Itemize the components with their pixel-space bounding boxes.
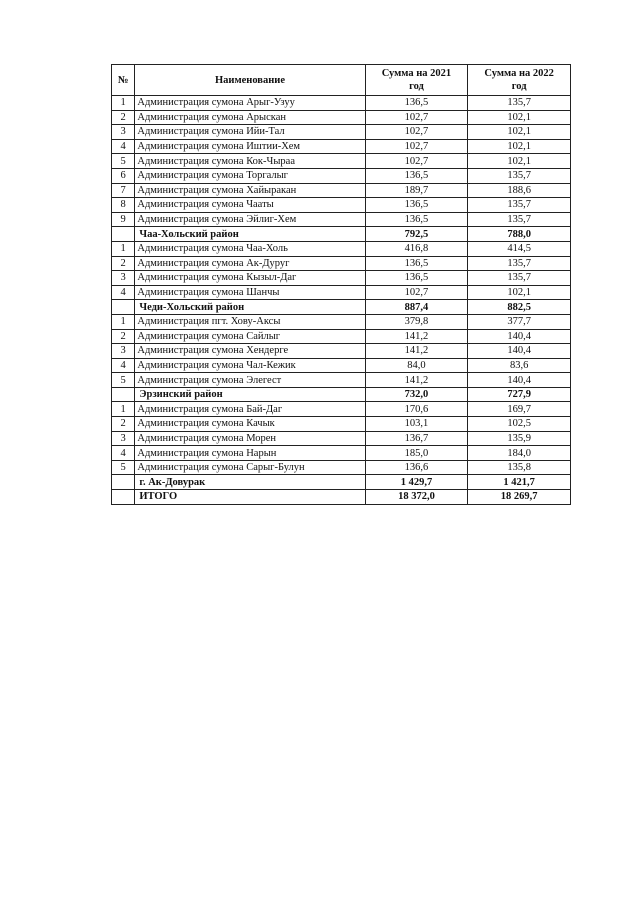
header-num: №: [112, 65, 135, 96]
row-name-cell: Администрация сумона Кок-Чыраа: [135, 154, 365, 169]
row-sum-2021-cell: 136,5: [365, 256, 468, 271]
table-row: [112, 285, 571, 300]
table-body: [112, 96, 571, 505]
row-sum-2021-cell: 102,7: [365, 154, 468, 169]
row-sum-2021-cell: 136,5: [365, 271, 468, 286]
table-row: [112, 241, 571, 256]
row-sum-2022-cell: 140,4: [468, 344, 571, 359]
row-name-cell: Администрация сумона Сарыг-Булун: [135, 460, 365, 475]
row-sum-2021-cell: 887,4: [365, 300, 468, 315]
row-sum-2021-cell: 102,7: [365, 125, 468, 140]
row-num-cell: 5: [112, 460, 135, 475]
row-sum-2022-cell: 140,4: [468, 329, 571, 344]
row-num-cell: 1: [112, 402, 135, 417]
table-row-subtotal: [112, 490, 571, 505]
row-sum-2021-cell: 1 429,7: [365, 475, 468, 490]
row-sum-2022-cell: 135,9: [468, 431, 571, 446]
row-name-cell: Администрация сумона Эйлиг-Хем: [135, 212, 365, 227]
row-sum-2022-cell: 882,5: [468, 300, 571, 315]
row-sum-2021-cell: 141,2: [365, 344, 468, 359]
row-sum-2022-cell: 135,7: [468, 256, 571, 271]
row-sum-2021-cell: 136,5: [365, 96, 468, 111]
header-sum-2022: [468, 65, 571, 96]
row-name-cell: Администрация сумона Кызыл-Даг: [135, 271, 365, 286]
row-name-cell: Администрация сумона Арыг-Узуу: [135, 96, 365, 111]
table-row: [112, 314, 571, 329]
row-sum-2021-cell: 379,8: [365, 314, 468, 329]
row-sum-2022-cell: 83,6: [468, 358, 571, 373]
row-name-cell: Администрация сумона Шанчы: [135, 285, 365, 300]
header-sum-2022-line2: год: [511, 81, 527, 92]
row-name-cell: Администрация сумона Бай-Даг: [135, 402, 365, 417]
table-row: [112, 329, 571, 344]
row-num-cell: 2: [112, 417, 135, 432]
row-sum-2022-cell: 102,1: [468, 285, 571, 300]
table-row: [112, 183, 571, 198]
table-row: [112, 446, 571, 461]
row-sum-2021-cell: 136,5: [365, 198, 468, 213]
row-sum-2021-cell: 102,7: [365, 285, 468, 300]
table-header: [112, 65, 571, 96]
row-sum-2022-cell: 135,7: [468, 168, 571, 183]
row-sum-2021-cell: 136,5: [365, 168, 468, 183]
table-row-subtotal: [112, 227, 571, 242]
row-name-cell: Администрация сумона Морен: [135, 431, 365, 446]
table-row: [112, 358, 571, 373]
row-sum-2022-cell: 188,6: [468, 183, 571, 198]
row-sum-2022-cell: 102,1: [468, 110, 571, 125]
row-sum-2021-cell: 136,7: [365, 431, 468, 446]
row-name-cell: Администрация пгт. Хову-Аксы: [135, 314, 365, 329]
table-row: [112, 460, 571, 475]
row-num-cell: [112, 387, 135, 402]
table-row-subtotal: [112, 387, 571, 402]
row-sum-2021-cell: 18 372,0: [365, 490, 468, 505]
row-name-cell: ИТОГО: [135, 490, 365, 505]
table-row: [112, 373, 571, 388]
table-row: [112, 168, 571, 183]
row-sum-2021-cell: 416,8: [365, 241, 468, 256]
row-sum-2022-cell: 140,4: [468, 373, 571, 388]
row-name-cell: Администрация сумона Элегест: [135, 373, 365, 388]
table-row: [112, 139, 571, 154]
row-num-cell: 7: [112, 183, 135, 198]
row-name-cell: Администрация сумона Нарын: [135, 446, 365, 461]
table-row: [112, 212, 571, 227]
table-row: [112, 154, 571, 169]
row-sum-2021-cell: 189,7: [365, 183, 468, 198]
header-sum-2022-line1: Сумма на 2022: [484, 68, 554, 79]
row-num-cell: [112, 475, 135, 490]
row-sum-2022-cell: 18 269,7: [468, 490, 571, 505]
row-name-cell: Администрация сумона Торгалыг: [135, 168, 365, 183]
table-row: [112, 256, 571, 271]
row-sum-2022-cell: 377,7: [468, 314, 571, 329]
header-sum-2021-line1: Сумма на 2021: [381, 68, 452, 79]
row-name-cell: Администрация сумона Чааты: [135, 198, 365, 213]
table-row: [112, 402, 571, 417]
row-sum-2021-cell: 102,7: [365, 110, 468, 125]
row-sum-2022-cell: 102,1: [468, 154, 571, 169]
row-num-cell: 3: [112, 271, 135, 286]
row-num-cell: 3: [112, 431, 135, 446]
row-name-cell: Чаа-Хольский район: [135, 227, 365, 242]
row-name-cell: Администрация сумона Качык: [135, 417, 365, 432]
row-name-cell: Администрация сумона Сайлыг: [135, 329, 365, 344]
row-sum-2022-cell: 788,0: [468, 227, 571, 242]
row-sum-2022-cell: 169,7: [468, 402, 571, 417]
table-row-subtotal: [112, 475, 571, 490]
row-num-cell: 8: [112, 198, 135, 213]
table-row: [112, 417, 571, 432]
row-name-cell: Чеди-Хольский район: [135, 300, 365, 315]
row-sum-2022-cell: 1 421,7: [468, 475, 571, 490]
row-name-cell: Администрация сумона Чаа-Холь: [135, 241, 365, 256]
row-sum-2022-cell: 135,7: [468, 212, 571, 227]
row-sum-2022-cell: 102,1: [468, 125, 571, 140]
row-name-cell: Администрация сумона Иштии-Хем: [135, 139, 365, 154]
row-num-cell: 4: [112, 446, 135, 461]
header-row: [112, 65, 571, 96]
table-row: [112, 198, 571, 213]
row-name-cell: Эрзинский район: [135, 387, 365, 402]
table-row: [112, 344, 571, 359]
row-num-cell: 2: [112, 256, 135, 271]
row-num-cell: 9: [112, 212, 135, 227]
row-sum-2021-cell: 185,0: [365, 446, 468, 461]
row-sum-2022-cell: 135,7: [468, 198, 571, 213]
row-num-cell: 6: [112, 168, 135, 183]
row-sum-2021-cell: 170,6: [365, 402, 468, 417]
row-sum-2021-cell: 141,2: [365, 373, 468, 388]
table-row: [112, 271, 571, 286]
row-sum-2022-cell: 135,7: [468, 271, 571, 286]
row-sum-2022-cell: 102,5: [468, 417, 571, 432]
row-sum-2021-cell: 136,5: [365, 212, 468, 227]
row-name-cell: Администрация сумона Хайыракан: [135, 183, 365, 198]
row-sum-2021-cell: 141,2: [365, 329, 468, 344]
row-num-cell: [112, 300, 135, 315]
row-num-cell: 1: [112, 314, 135, 329]
row-num-cell: 4: [112, 358, 135, 373]
header-name: Наименование: [135, 65, 365, 96]
row-name-cell: г. Ак-Довурак: [135, 475, 365, 490]
row-sum-2021-cell: 102,7: [365, 139, 468, 154]
row-num-cell: 1: [112, 241, 135, 256]
row-sum-2022-cell: 727,9: [468, 387, 571, 402]
row-num-cell: 2: [112, 110, 135, 125]
row-sum-2022-cell: 135,7: [468, 96, 571, 111]
row-num-cell: 1: [112, 96, 135, 111]
row-sum-2021-cell: 136,6: [365, 460, 468, 475]
row-sum-2022-cell: 184,0: [468, 446, 571, 461]
row-name-cell: Администрация сумона Арыскан: [135, 110, 365, 125]
table-row: [112, 96, 571, 111]
row-num-cell: [112, 227, 135, 242]
row-sum-2021-cell: 84,0: [365, 358, 468, 373]
allocation-table: [111, 64, 571, 505]
row-name-cell: Администрация сумона Чал-Кежик: [135, 358, 365, 373]
row-num-cell: 3: [112, 344, 135, 359]
row-sum-2022-cell: 414,5: [468, 241, 571, 256]
table-row-subtotal: [112, 300, 571, 315]
row-name-cell: Администрация сумона Ийи-Тал: [135, 125, 365, 140]
table-row: [112, 110, 571, 125]
row-name-cell: Администрация сумона Хендерге: [135, 344, 365, 359]
row-sum-2022-cell: 135,8: [468, 460, 571, 475]
table-row: [112, 125, 571, 140]
row-num-cell: 4: [112, 139, 135, 154]
row-name-cell: Администрация сумона Ак-Дуруг: [135, 256, 365, 271]
row-sum-2021-cell: 732,0: [365, 387, 468, 402]
row-num-cell: 2: [112, 329, 135, 344]
table-row: [112, 431, 571, 446]
row-num-cell: 5: [112, 154, 135, 169]
row-sum-2022-cell: 102,1: [468, 139, 571, 154]
row-num-cell: 3: [112, 125, 135, 140]
row-num-cell: 5: [112, 373, 135, 388]
row-sum-2021-cell: 103,1: [365, 417, 468, 432]
header-sum-2021-line2: год: [409, 81, 424, 92]
row-sum-2021-cell: 792,5: [365, 227, 468, 242]
row-num-cell: 4: [112, 285, 135, 300]
row-num-cell: [112, 490, 135, 505]
header-sum-2021: [365, 65, 468, 96]
